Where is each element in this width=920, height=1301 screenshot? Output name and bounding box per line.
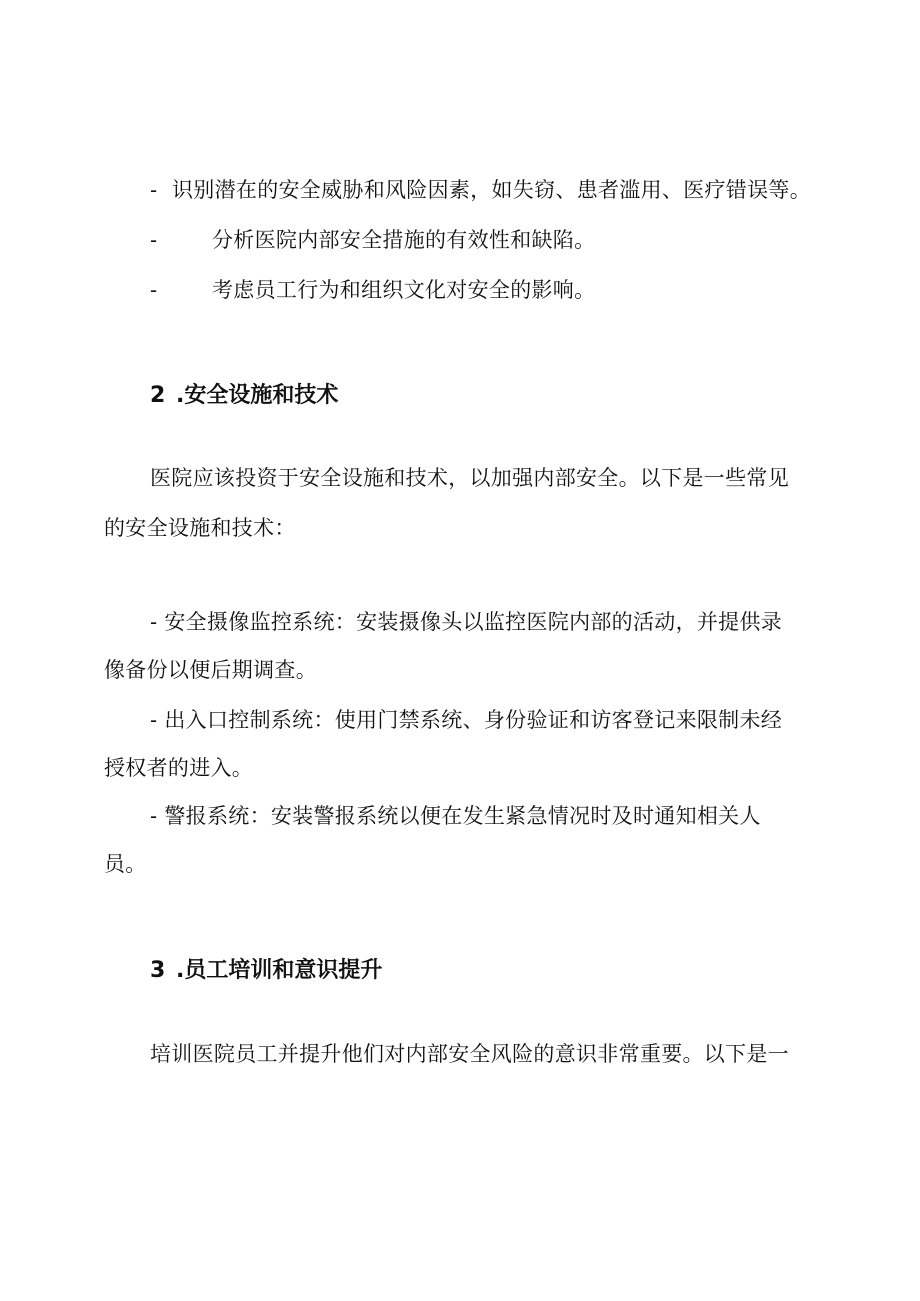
risk-list-item [150,226,595,254]
list-item-text: 考虑员工行为和组织文化对安全的影响。 [212,278,596,302]
list-dash: - [150,178,158,202]
list-item-line: - 警报系统：安装警报系统以便在发生紧急情况时及时通知相关人 [150,804,761,828]
list-item-text: 识别潜在的安全威胁和风险因素，如失窃、患者滥用、医疗错误等。 [172,178,811,202]
section-title: .安全设施和技术 [176,383,339,408]
list-item-text: 分析医院内部安全措施的有效性和缺陷。 [212,228,596,252]
paragraph-line: 的安全设施和技术： [104,516,296,540]
section-heading [150,381,338,411]
paragraph-line: 医院应该投资于安全设施和技术，以加强内部安全。以下是一些常见 [150,466,789,490]
list-item-line: 员。 [104,852,147,876]
list-item-line: - 出入口控制系统：使用门禁系统、身份验证和访客登记来限制未经 [150,708,783,732]
risk-list-item [150,176,811,204]
list-item-line: - 安全摄像监控系统：安装摄像头以监控医院内部的活动，并提供录 [150,610,783,634]
list-item-line: 像备份以便后期调查。 [104,658,317,682]
list-dash: - [150,278,158,302]
list-dash: - [150,228,158,252]
section-heading [150,956,382,986]
risk-list-item [150,276,595,304]
section-number: 3 [150,958,166,983]
section-number: 2 [150,383,166,408]
list-item-line: 授权者的进入。 [104,756,254,780]
paragraph-line: 培训医院员工并提升他们对内部安全风险的意识非常重要。以下是一 [150,1042,789,1066]
section-title: .员工培训和意识提升 [176,958,383,983]
